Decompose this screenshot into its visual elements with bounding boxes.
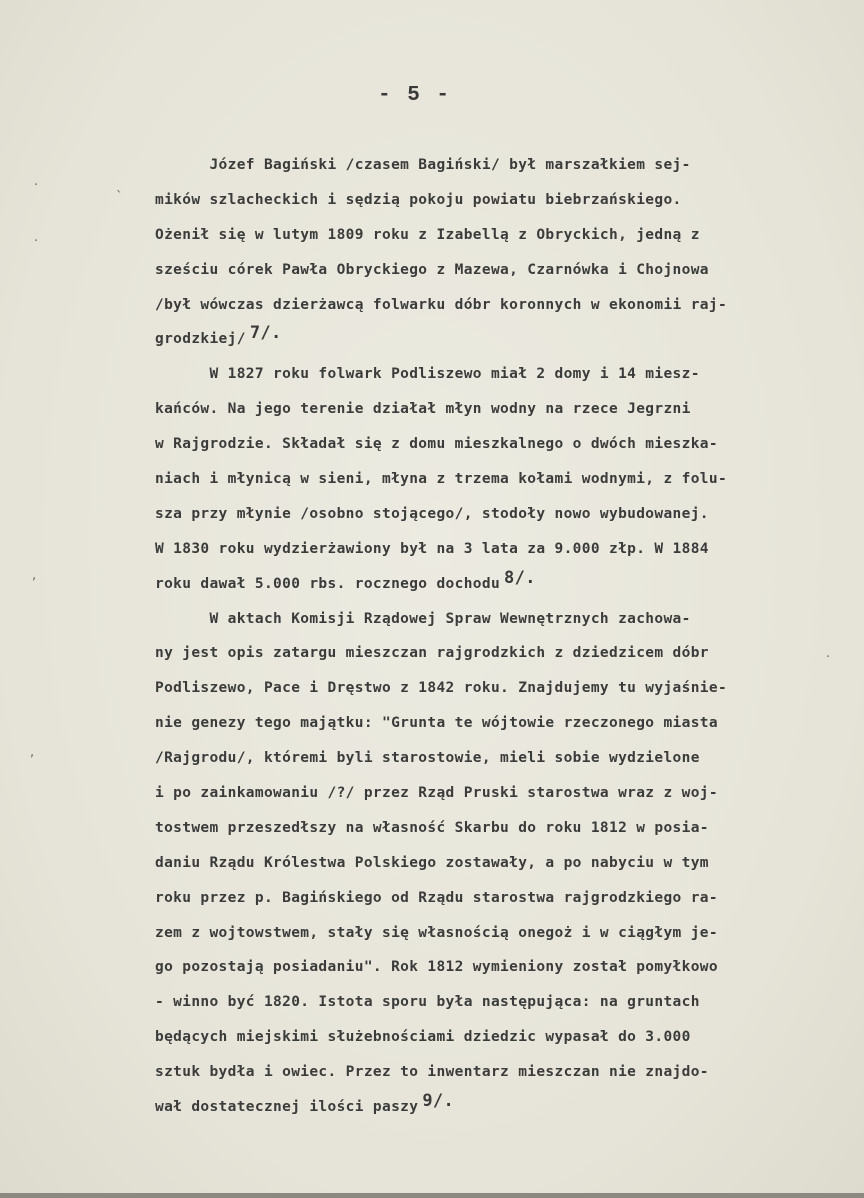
line-text: grodzkiej/: [155, 331, 246, 348]
line-text: go pozostają posiadaniu". Rok 1812 wymieniony został pomyłkowo: [155, 959, 718, 976]
text-line: [155, 602, 845, 637]
text-line: [155, 183, 845, 218]
margin-mark: ·: [34, 178, 39, 193]
footnote-reference: 8/.: [504, 567, 536, 588]
text-line: [155, 322, 845, 357]
text-line: [155, 427, 845, 462]
line-text: /Rajgrodu/, któremi byli starostowie, mieli sobie wydzielone: [155, 750, 700, 767]
line-text: Podliszewo, Pace i Dręstwo z 1842 roku. Znajdujemy tu wyjaśnie-: [155, 680, 728, 697]
text-line: [155, 846, 845, 881]
text-line: [155, 636, 845, 671]
margin-mark: ·: [826, 650, 831, 665]
text-line: [155, 1055, 845, 1090]
text-line: [155, 985, 845, 1020]
line-text: sześciu córek Pawła Obryckiego z Mazewa, Czarnówka i Chojnowa: [155, 261, 709, 278]
text-line: [155, 218, 845, 253]
line-text: mików szlacheckich i sędzią pokoju powiatu biebrzańskiego.: [155, 191, 682, 208]
text-line: [155, 916, 845, 951]
line-text: Józef Bagiński /czasem Bagiński/ był marszałkiem sej-: [155, 157, 691, 173]
text-line: [155, 532, 845, 567]
text-line: [155, 288, 845, 323]
line-text: nie genezy tego majątku: "Grunta te wójtowie rzeczonego miasta: [155, 715, 718, 732]
line-text: /był wówczas dzierżawcą folwarku dóbr koronnych w ekonomii raj-: [155, 296, 728, 313]
text-line: [155, 776, 845, 811]
margin-mark: ·: [34, 234, 39, 249]
text-line: [155, 1090, 845, 1125]
text-line: [155, 671, 845, 706]
typewritten-text: [155, 148, 845, 1125]
text-line: [155, 357, 845, 392]
text-line: [155, 706, 845, 741]
line-text: sza przy młynie /osobno stojącego/, stodoły nowo wybudowanej.: [155, 505, 709, 522]
page-bottom-edge: [0, 1193, 864, 1198]
line-text: Ożenił się w lutym 1809 roku z Izabellą z Obryckich, jedną z: [155, 226, 700, 243]
line-text: W 1830 roku wydzierżawiony był na 3 lata za 9.000 złp. W 1884: [155, 540, 709, 557]
text-line: [155, 462, 845, 497]
line-text: tostwem przeszedłszy na własność Skarbu do roku 1812 w posia-: [155, 819, 709, 836]
footnote-reference: 7/.: [249, 323, 282, 344]
line-text: kańców. Na jego terenie działał młyn wodny na rzece Jegrzni: [155, 401, 691, 418]
line-text: i po zainkamowaniu /?/ przez Rząd Pruski starostwa wraz z woj-: [155, 785, 718, 802]
text-line: [155, 497, 845, 532]
text-line: [155, 567, 845, 602]
page-number: - 5 -: [378, 84, 452, 107]
text-line: [155, 253, 845, 288]
line-text: będących miejskimi służebnościami dziedzic wypasał do 3.000: [155, 1029, 691, 1046]
line-text: W 1827 roku folwark Podliszewo miał 2 domy i 14 miesz-: [155, 366, 700, 383]
text-line: [155, 881, 845, 916]
line-text: - winno być 1820. Istota sporu była następująca: na gruntach: [155, 994, 700, 1011]
line-text: wał dostatecznej ilości paszy: [155, 1099, 419, 1116]
line-text: sztuk bydła i owiec. Przez to inwentarz mieszczan nie znajdo-: [155, 1064, 709, 1081]
margin-mark: ,: [30, 745, 35, 760]
line-text: ny jest opis zatargu mieszczan rajgrodzkich z dziedzicem dóbr: [155, 645, 709, 662]
text-line: [155, 811, 845, 846]
line-text: roku przez p. Bagińskiego od Rządu starostwa rajgrodzkiego ra-: [155, 889, 718, 906]
line-text: roku dawał 5.000 rbs. rocznego dochodu: [155, 575, 501, 592]
line-text: daniu Rządu Królestwa Polskiego zostawały, a po nabyciu w tym: [155, 854, 709, 871]
margin-mark: ,: [32, 568, 37, 583]
footnote-reference: 9/.: [422, 1091, 455, 1112]
text-line: [155, 392, 845, 427]
text-line: [155, 950, 845, 985]
text-line: [155, 741, 845, 776]
line-text: zem z wojtowstwem, stały się własnością onegoż i w ciągłym je-: [155, 924, 718, 941]
line-text: W aktach Komisji Rządowej Spraw Wewnętrznych zachowa-: [155, 610, 691, 627]
text-line: [155, 148, 845, 183]
text-line: [155, 1020, 845, 1055]
line-text: niach i młynicą w sieni, młyna z trzema kołami wodnymi, z folu-: [155, 471, 728, 488]
margin-mark: `: [116, 190, 123, 205]
line-text: w Rajgrodzie. Składał się z domu mieszkalnego o dwóch mieszka-: [155, 436, 718, 453]
